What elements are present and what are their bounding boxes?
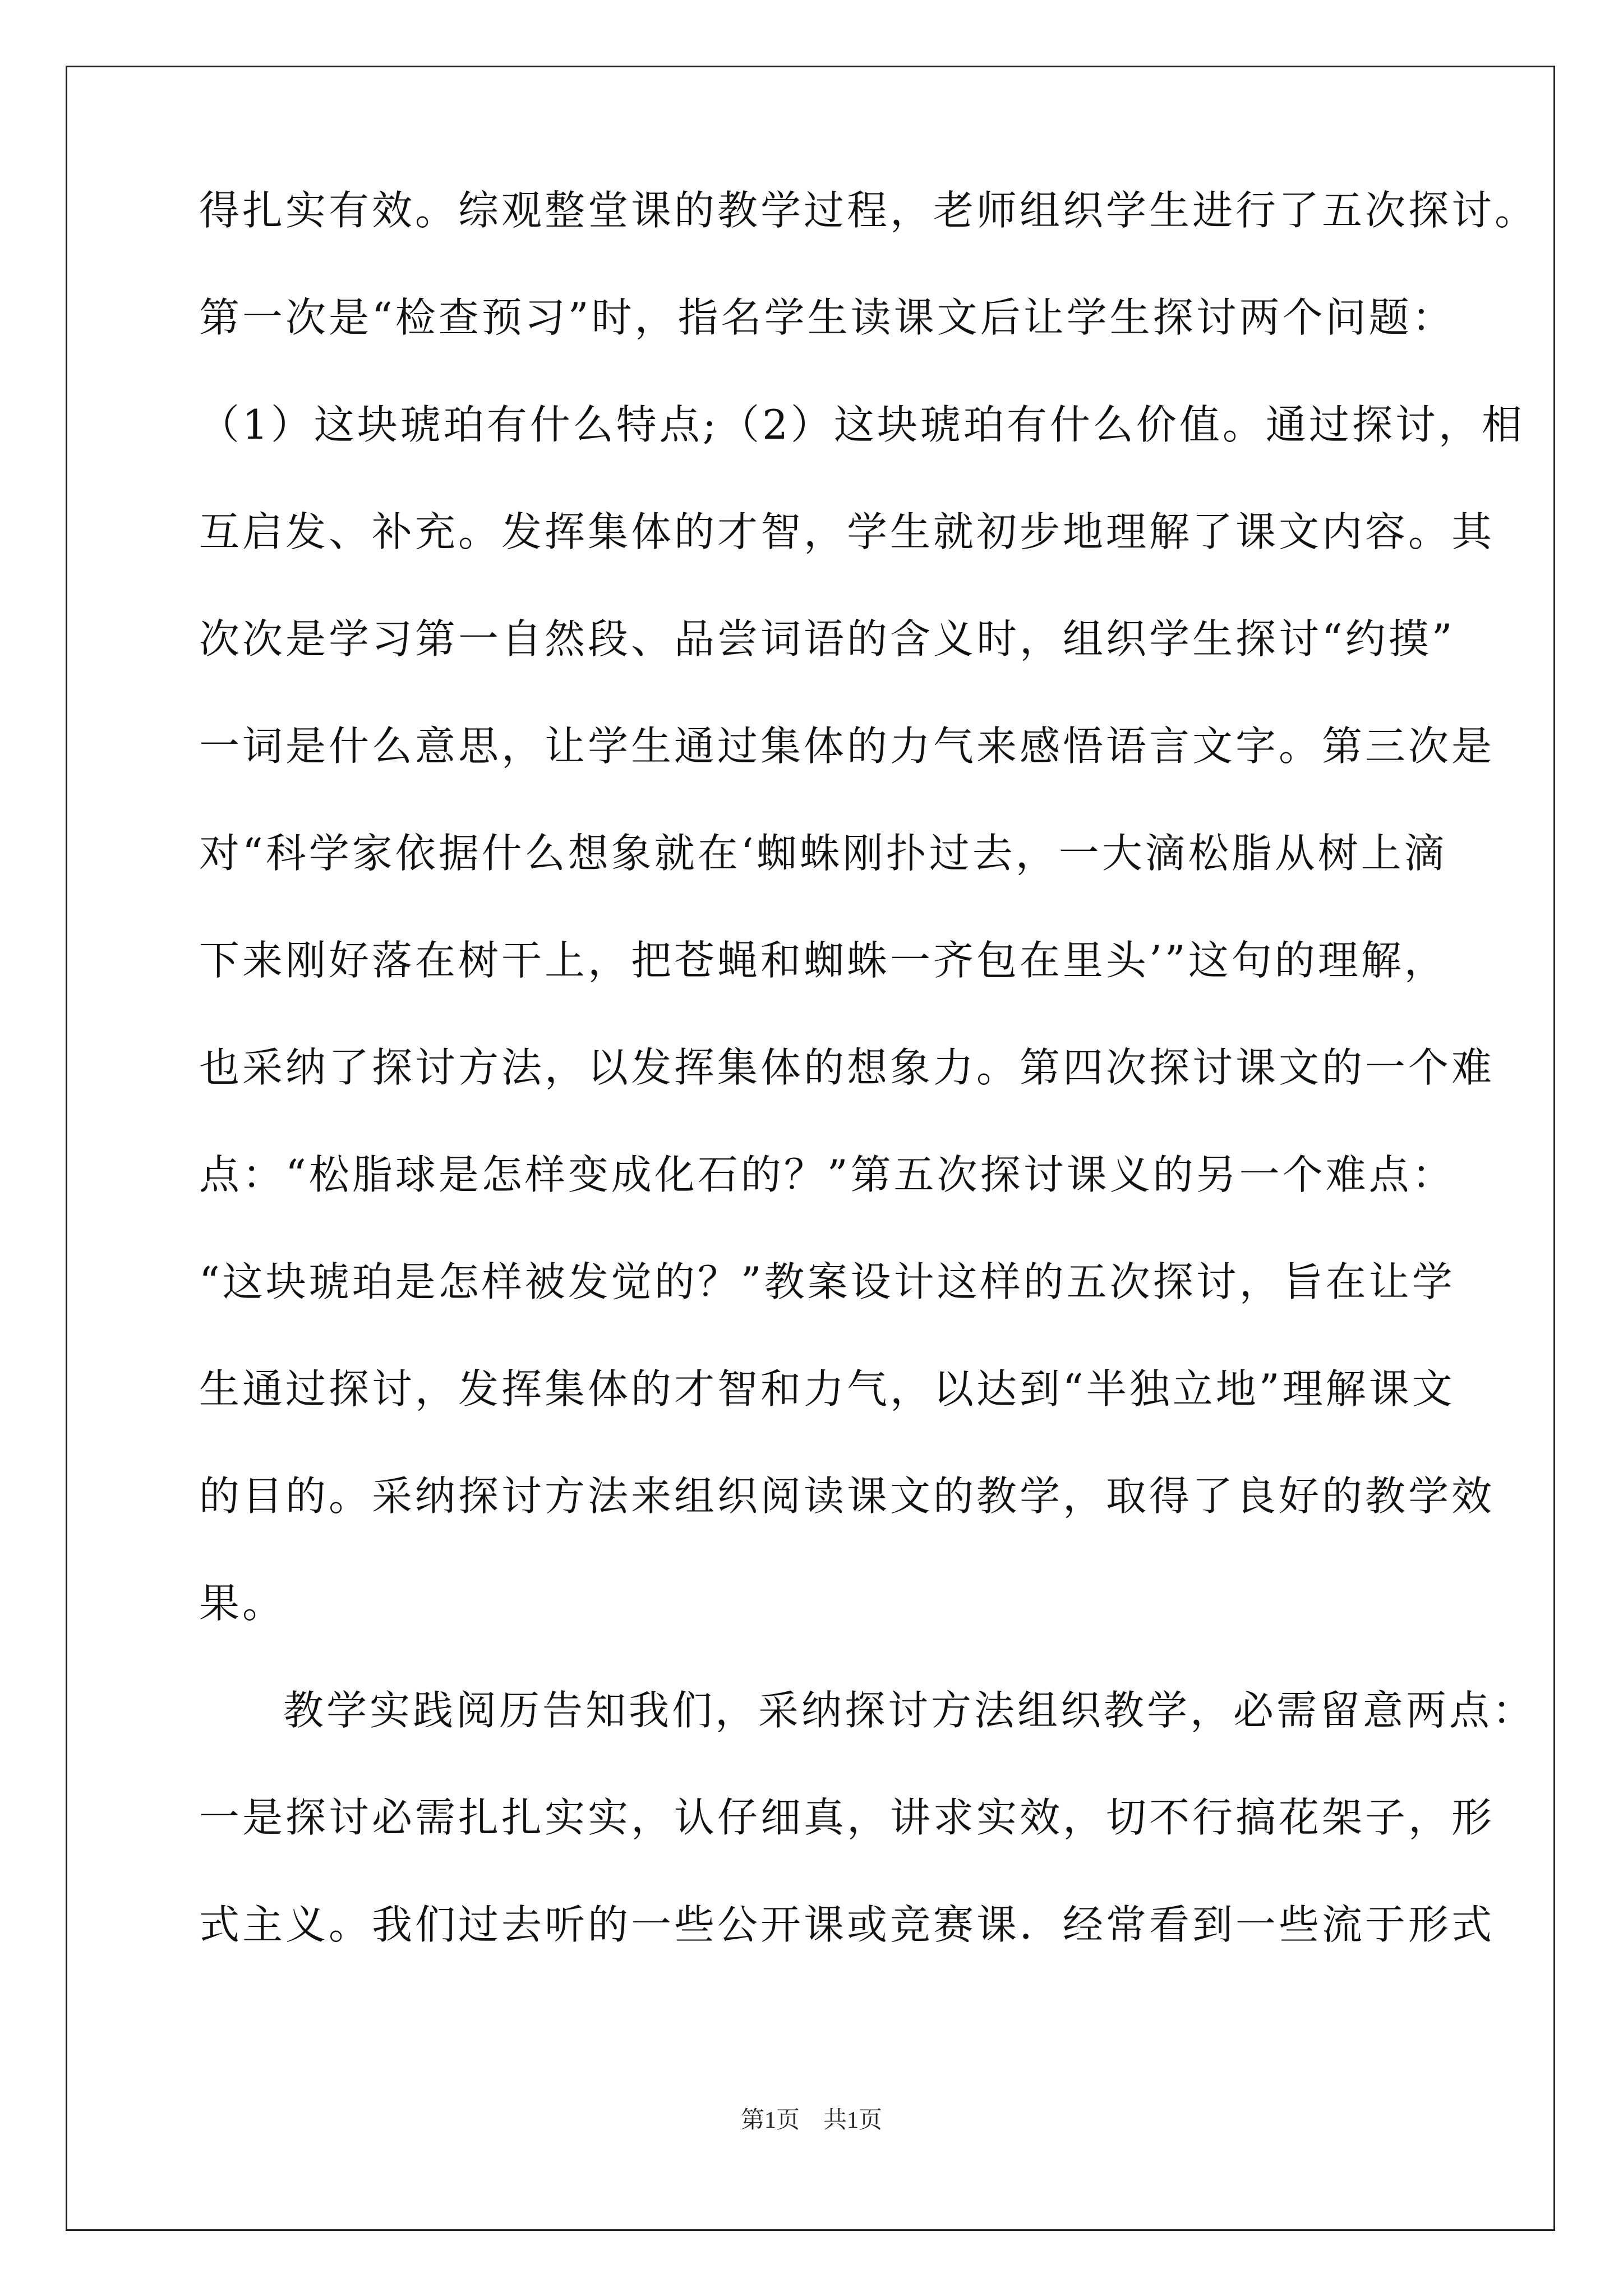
page-number-footer: 第1页 共1页 bbox=[740, 2108, 882, 2133]
text-line: 式主义。我们过去听的一些公开课或竞赛课．经常看到一些流于形式 bbox=[199, 1901, 1495, 1948]
text-line-paragraph-start: 教学实践阅历告知我们，采纳探讨方法组织教学，必需留意两点： bbox=[283, 1687, 1536, 1734]
text-line: 也采纳了探讨方法，以发挥集体的想象力。第四次探讨课文的一个难 bbox=[199, 1044, 1495, 1091]
text-line: 果。 bbox=[199, 1580, 286, 1627]
text-line: 对“科学家依据什么想象就在‘蜘蛛刚扑过去，一大滴松脂从树上滴 bbox=[199, 830, 1447, 877]
text-line: 点：“松脂球是怎样变成化石的？”第五次探讨课义的另一个难点： bbox=[199, 1151, 1455, 1198]
text-line: 一词是什么意思，让学生通过集体的力气来感悟语言文字。第三次是 bbox=[199, 723, 1495, 770]
text-line: （1）这块琥珀有什么特点;（2）这块琥珀有什么价值。通过探讨，相 bbox=[199, 401, 1525, 448]
text-line: 的目的。采纳探讨方法来组织阅读课文的教学，取得了良好的教学效 bbox=[199, 1473, 1495, 1520]
text-line: 下来刚好落在树干上，把苍蝇和蜘蛛一齐包在里头’”这句的理解， bbox=[199, 937, 1447, 984]
text-line: 一是探讨必需扎扎实实，认仔细真，讲求实效，切不行搞花架子，形 bbox=[199, 1794, 1495, 1841]
text-line: “这块琥珀是怎样被发觉的？”教案设计这样的五次探讨，旨在让学 bbox=[199, 1258, 1455, 1305]
document-body bbox=[199, 182, 1538, 2004]
text-line: 互启发、补充。发挥集体的才智，学生就初步地理解了课文内容。其 bbox=[199, 508, 1495, 555]
text-line: 得扎实有效。综观整堂课的教学过程，老师组织学生进行了五次探讨。 bbox=[199, 187, 1538, 234]
text-line: 次次是学习第一自然段、品尝词语的含义时，组织学生探讨“约摸” bbox=[199, 615, 1455, 662]
text-line: 生通过探讨，发挥集体的才智和力气，以达到“半独立地”理解课文 bbox=[199, 1365, 1455, 1412]
text-line: 第一次是“检查预习”时，指名学生读课文后让学生探讨两个问题： bbox=[199, 294, 1455, 341]
